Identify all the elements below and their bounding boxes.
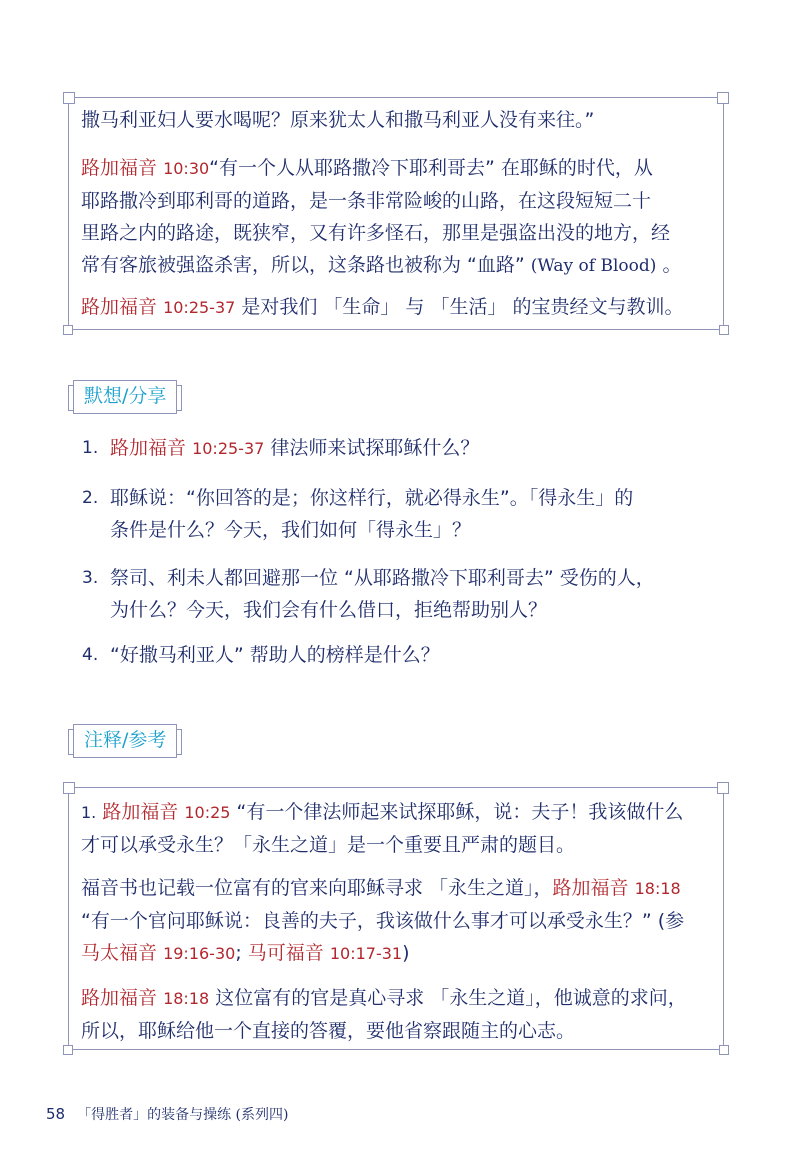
text: 才可以承受永生？「永生之道」是一个重要且严肃的题目。: [81, 834, 576, 856]
scripture-ref: 马可福音: [247, 942, 324, 964]
scripture-ref: 路加福音: [81, 157, 158, 179]
scripture-verse: 10:25-37: [163, 298, 236, 317]
text: ): [402, 942, 410, 964]
text: 是对我们 「生命」 与 「生活」 的宝贵经文与教训。: [235, 296, 684, 318]
text: 里路之内的路途，既狭窄，又有许多怪石，那里是强盗出没的地方，经: [81, 222, 671, 244]
page-footer: [46, 1104, 288, 1124]
section-title: 注释/参考: [84, 729, 167, 751]
section-title: 默想/分享: [84, 385, 167, 407]
section-tag-meditate: [73, 380, 177, 414]
text: 为什么？今天，我们会有什么借口，拒绝帮助别人？: [110, 599, 548, 621]
scripture-ref: 路加福音: [81, 987, 158, 1009]
section-tag-notes: [73, 724, 177, 758]
paragraph: [81, 982, 715, 1047]
list-item: [82, 432, 722, 465]
text: 耶稣说：“你回答的是；你这样行，就必得永生”。「得永生」的: [110, 487, 634, 509]
book-title: 「得胜者」的装备与操练 (系列四): [77, 1107, 289, 1123]
scripture-verse: 18:18: [163, 989, 210, 1008]
list-item: [82, 482, 722, 546]
text: 条件是什么？今天，我们如何「得永生」？: [110, 519, 472, 541]
notes-box: [68, 787, 724, 1050]
paragraph: [81, 291, 715, 324]
text: 。: [656, 254, 682, 276]
frame-corner: [63, 1045, 73, 1055]
scripture-ref: 路加福音: [102, 801, 179, 823]
text: “有一个官问耶稣说：良善的夫子，我该做什么事才可以承受永生？” (参: [81, 910, 685, 932]
scripture-verse: 10:25: [184, 803, 231, 822]
item-number: 3.: [82, 568, 99, 588]
item-number: 1.: [81, 803, 97, 822]
scripture-ref: 路加福音: [552, 877, 629, 899]
text: 耶路撒冷到耶利哥的道路，是一条非常险峻的山路，在这段短短二十: [81, 190, 652, 212]
frame-corner: [719, 325, 729, 335]
text: 所以，耶稣给他一个直接的答覆，要他省察跟随主的心志。: [81, 1020, 576, 1042]
scripture-verse: 10:17-31: [329, 944, 403, 963]
scripture-verse: 10:30: [163, 159, 210, 178]
page-number: 58: [46, 1105, 66, 1123]
text: 这位富有的官是真心寻求 「永生之道」，他诚意的求问，: [209, 987, 687, 1009]
item-number: 2.: [82, 488, 99, 508]
text: ;: [235, 942, 248, 964]
scripture-ref: 路加福音: [81, 296, 158, 318]
english-term: (Way of Blood): [530, 256, 657, 276]
paragraph: [81, 104, 711, 136]
text: “好撒马利亚人” 帮助人的榜样是什么？: [110, 644, 440, 666]
paragraph: [81, 796, 715, 861]
frame-corner: [719, 1045, 729, 1055]
list-item: [82, 639, 722, 671]
text: 祭司、利未人都回避那一位 “从耶路撒冷下耶利哥去” 受伤的人，: [110, 567, 655, 589]
scripture-verse: 19:16-30: [163, 944, 236, 963]
scripture-verse: 10:25-37: [192, 439, 265, 458]
frame-corner: [63, 325, 73, 335]
text: 律法师来试探耶稣什么？: [264, 437, 480, 459]
list-item: [82, 562, 722, 626]
item-number: 4.: [82, 645, 99, 665]
text: “有一个人从耶路撒冷下耶利哥去” 在耶稣的时代，从: [209, 157, 653, 179]
text: “有一个律法师起来试探耶稣，说：夫子！我该做什么: [230, 801, 684, 823]
item-number: 1.: [82, 438, 99, 458]
passage-box: [68, 97, 724, 330]
text: 福音书也记载一位富有的官来向耶稣寻求 「永生之道」，: [81, 877, 553, 899]
text: 撒马利亚妇人要水喝呢？原来犹太人和撒马利亚人没有来往。”: [81, 109, 595, 131]
paragraph: [81, 152, 715, 282]
scripture-verse: 18:18: [634, 879, 681, 898]
text: 常有客旅被强盗杀害，所以，这条路也被称为 “血路”: [81, 254, 531, 276]
paragraph: [81, 872, 715, 970]
scripture-ref: 马太福音: [81, 942, 158, 964]
scripture-ref: 路加福音: [110, 437, 187, 459]
